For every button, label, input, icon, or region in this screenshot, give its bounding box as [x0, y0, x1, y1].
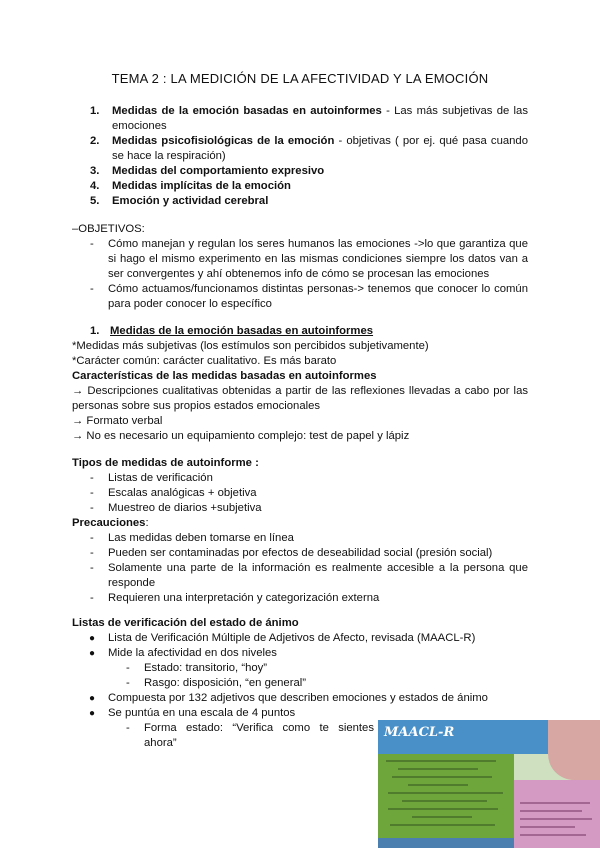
sub-item: - Forma estado: “Verifica como te sientes ahora”	[126, 722, 374, 749]
page-title: TEMA 2 : LA MEDICIÓN DE LA AFECTIVIDAD Y LA EMOCIÓN	[111, 71, 489, 86]
list-item: - Pueden ser contaminadas por efectos de deseabilidad social (presión social)	[90, 547, 493, 559]
objetivos-section	[72, 222, 528, 312]
caract-item: → No es necesario un equipamiento complejo: test de papel y lápiz	[72, 430, 410, 442]
list-item: - Solamente una parte de la información es realmente accesible a la persona que responde	[90, 562, 528, 589]
section-heading: 1. Medidas de la emoción basadas en autoinformes	[90, 325, 374, 337]
face-image	[548, 720, 600, 780]
caract-heading: Características de las medidas basadas en autoinformes	[72, 370, 377, 382]
sub-item: - Rasgo: disposición, “en general”	[126, 677, 307, 689]
precauciones-heading: Precauciones:	[72, 517, 149, 529]
outline-item: 2. Medidas psicofisiológicas de la emoción - objetivas ( por ej. qué pasa cuando se hace la respiración)	[90, 135, 528, 162]
list-item: - Requieren una interpretación y categorización externa	[90, 592, 380, 604]
outline-item: 4. Medidas implícitas de la emoción	[90, 180, 291, 192]
list-item: ● Mide la afectividad en dos niveles	[89, 647, 277, 659]
list-item: - Cómo manejan y regulan los seres humanos las emociones ->lo que garantiza que si hago el mismo experimento en las mismas condiciones siempre los datos van a ser convergentes y ahí obtenemos info de cómo se procesan las emociones	[90, 238, 528, 280]
list-item: - Muestreo de diarios +subjetiva	[90, 502, 262, 514]
list-item: - Listas de verificación	[90, 472, 213, 484]
listas-heading: Listas de verificación del estado de ánimo	[72, 617, 299, 629]
tipos-heading: Tipos de medidas de autoinforme :	[72, 457, 259, 469]
list-item: - Cómo actuamos/funcionamos distintas personas-> tenemos que conocer lo común para poder conocer lo específico	[90, 283, 528, 310]
outline-item: 5. Emoción y actividad cerebral	[90, 195, 269, 207]
outline-list	[90, 104, 528, 209]
maacl-logo: MAACL-R	[384, 725, 455, 740]
section-autoinformes	[72, 324, 528, 444]
outline-item: 3. Medidas del comportamiento expresivo	[90, 165, 325, 177]
caract-item: → Descripciones cualitativas obtenidas a partir de las reflexiones llevadas a cabo por las personas sobre sus propios estados emocionales	[72, 385, 528, 412]
objetivos-heading: –OBJETIVOS:	[72, 223, 145, 235]
tipos-section	[72, 456, 528, 606]
note: *Carácter común: carácter cualitativo. Es más barato	[72, 355, 337, 367]
note: *Medidas más subjetivas (los estímulos son percibidos subjetivamente)	[72, 340, 429, 352]
list-item: ● Lista de Verificación Múltiple de Adjetivos de Afecto, revisada (MAACL-R)	[89, 632, 476, 644]
list-item: - Escalas analógicas + objetiva	[90, 487, 257, 499]
caract-item: → Formato verbal	[72, 415, 163, 427]
list-item: ● Compuesta por 132 adjetivos que describen emociones y estados de ánimo	[89, 692, 488, 704]
list-item: - Las medidas deben tomarse en línea	[90, 532, 294, 544]
outline-item: 1. Medidas de la emoción basadas en autoinformes - Las más subjetivas de las emociones	[90, 105, 528, 132]
list-item: ● Se puntúa en una escala de 4 puntos	[89, 707, 296, 719]
maacl-figure	[378, 720, 600, 848]
sub-item: - Estado: transitorio, “hoy”	[126, 662, 268, 674]
